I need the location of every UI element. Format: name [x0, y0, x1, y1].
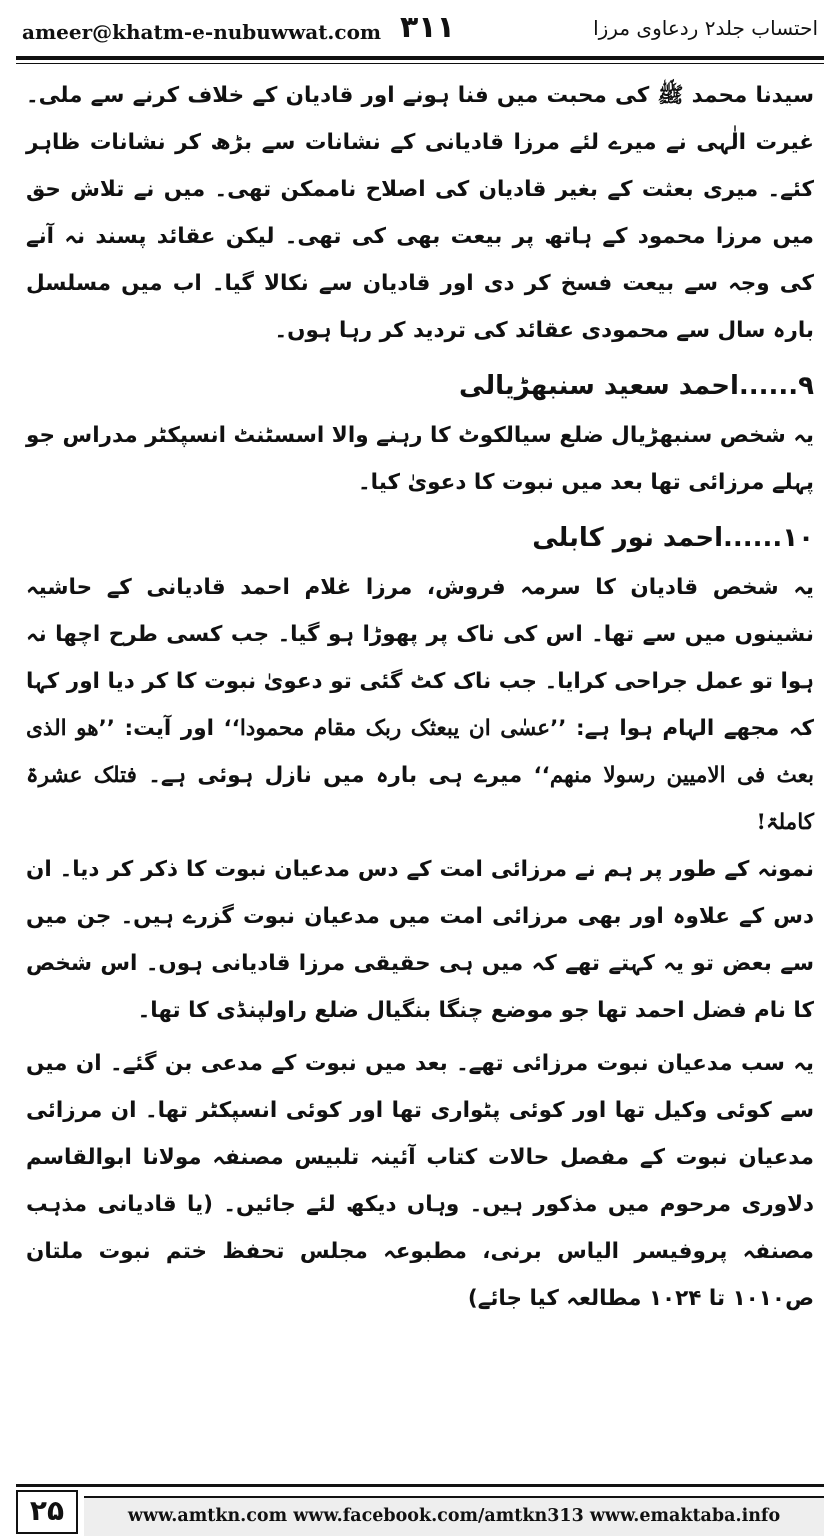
arabic-quote-1: عسٰی ان یبعثک ربک مقام محمودا: [239, 716, 551, 741]
section-heading-10: ۱۰......احمد نور کابلی: [532, 523, 814, 553]
header-rule-thick: [16, 56, 824, 60]
paragraph-ahmad-saeed: یہ شخص سنبھڑیال ضلع سیالکوٹ کا رہنے والا اسسٹنٹ انسپکٹر مدراس جو پہلے مرزائی تھا بعد میں نبوت کا دعویٰ کیا۔: [26, 423, 814, 495]
paragraph-ahmad-noor: [26, 564, 814, 846]
header-book-title: احتساب جلد۲ ردعاوی مرزا: [593, 16, 818, 40]
footer-rule: [16, 1484, 824, 1487]
paragraph-intro: سیدنا محمد ﷺ کی محبت میں فنا ہونے اور قادیان کے خلاف کرنے سے ملی۔ غیرت الٰہی نے میرے لئے مرزا قادیانی کے نشانات سے بڑھ کر نشانات ظاہر کئے۔ میری بعثت کے بغیر قادیان کی اصلاح ناممکن تھی۔ میں نے تلاش حق میں مرزا محمود کے ہاتھ پر بیعت بھی کی تھی۔ لیکن عقائد پسند نہ آنے کی وجہ سے بیعت فسخ کر دی اور قادیان سے نکالا گیا۔ اب میں مسلسل بارہ سال سے محمودی عقائد کی تردید کر رہا ہوں۔: [26, 83, 814, 343]
header-email: ameer@khatm-e-nubuwwat.com: [22, 20, 382, 44]
footer-website-links[interactable]: www.amtkn.com www.facebook.com/amtkn313 www.emaktaba.info: [84, 1496, 824, 1536]
section-heading-9: ۹......احمد سعید سنبھڑیالی: [459, 371, 814, 401]
footer-page-number: ۲۵: [29, 1494, 65, 1527]
footer-page-box: [16, 1490, 78, 1534]
paragraph-summary: نمونہ کے طور پر ہم نے مرزائی امت کے دس مدعیان نبوت کا ذکر کر دیا۔ ان دس کے علاوہ اور بھی مرزائی امت میں مدعیان نبوت گزرے ہیں۔ جن میں سے بعض تو یہ کہتے تھے کہ میں ہی حقیقی مرزا قادیانی ہوں۔ اس شخص کا نام فضل احمد تھا جو موضع چنگا بنگیال ضلع راولپنڈی کا تھا۔: [26, 857, 814, 1023]
header-page-number: ۳۱۱: [400, 10, 455, 45]
arabic-quote-3: فتلک عشرۃ کاملۃ!: [26, 763, 814, 835]
paragraph-ahmad-noor-text-c: ‘‘ میرے ہی بارہ میں نازل ہوئی ہے۔: [136, 763, 550, 788]
header-rule-thin: [16, 63, 824, 64]
page-body: [26, 72, 814, 1322]
paragraph-ahmad-noor-text-b: ‘‘ اور آیت: ’’: [98, 716, 240, 741]
arabic-quote-2: ھو الذی بعث فی الامیین رسولا منھم: [26, 716, 814, 788]
page-header: [22, 8, 818, 54]
paragraph-references: یہ سب مدعیان نبوت مرزائی تھے۔ بعد میں نبوت کے مدعی بن گئے۔ ان میں سے کوئی وکیل تھا اور کوئی پٹواری تھا اور کوئی انسپکٹر تھا۔ ان مرزائی مدعیان نبوت کے مفصل حالات کتاب آئینہ تلبیس مصنفہ مولانا ابوالقاسم دلاوری مرحوم میں مذکور ہیں۔ وہاں دیکھ لئے جائیں۔ (یا قادیانی مذہب مصنفہ پروفیسر الیاس برنی، مطبوعہ مجلس تحفظ ختم نبوت ملتان ص۱۰۱۰ تا ۱۰۲۴ مطالعہ کیا جائے): [26, 1051, 814, 1311]
paragraph-ahmad-noor-text-a: یہ شخص قادیان کا سرمہ فروش، مرزا غلام احمد قادیانی کے حاشیہ نشینوں میں سے تھا۔ اس کی ناک پر پھوڑا ہو گیا۔ جب کسی طرح اچھا نہ ہوا تو عمل جراحی کرایا۔ جب ناک کٹ گئی تو دعویٰ نبوت کا کر دیا اور کہا کہ مجھے الہام ہوا ہے: ’’: [26, 575, 814, 741]
